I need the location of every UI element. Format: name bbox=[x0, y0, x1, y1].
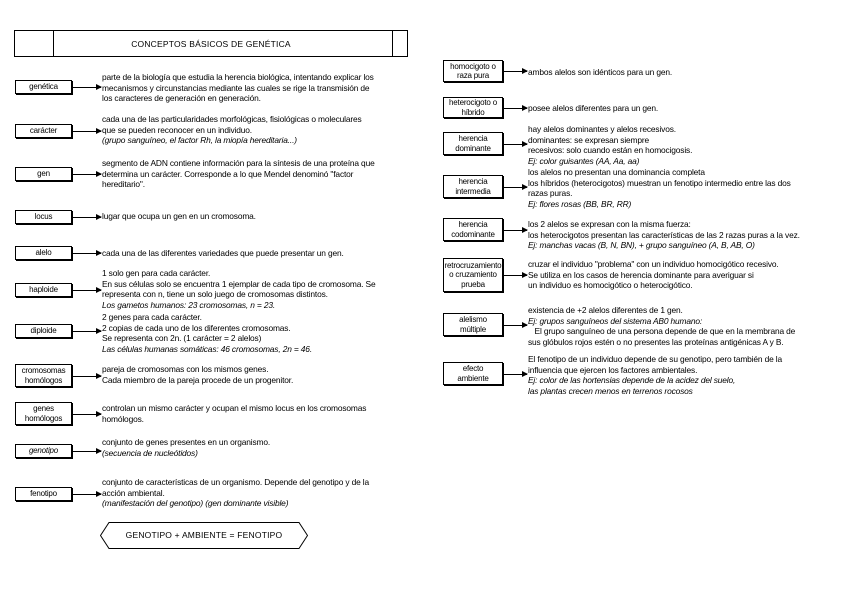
term-box-diploide bbox=[15, 324, 72, 338]
term-label: intermedia bbox=[455, 186, 491, 196]
term-box-genetica bbox=[15, 80, 72, 94]
term-label: codominante bbox=[451, 229, 495, 239]
definition-heterocigoto-o-hibrido bbox=[528, 103, 658, 114]
term-label: o cruzamiento bbox=[449, 270, 497, 280]
term-label: genética bbox=[29, 82, 58, 92]
definition-line: los heterocigotos presentan las características de las 2 razas puras a la vez. bbox=[528, 229, 800, 240]
term-label: diploide bbox=[30, 326, 57, 336]
definition-line: acción ambiental. bbox=[102, 487, 165, 498]
definition-haploide bbox=[102, 268, 376, 310]
term-label: híbrido bbox=[461, 107, 485, 117]
definition-line: segmento de ADN contiene información para la síntesis de una proteína que bbox=[102, 158, 375, 168]
definition-line: Ej: color guisantes (AA, Aa, aa) bbox=[528, 155, 640, 166]
term-label: heterocigoto o bbox=[449, 98, 497, 107]
term-label: homólogos bbox=[24, 375, 63, 385]
term-box-caracter bbox=[15, 124, 72, 138]
term-box-alelo bbox=[15, 246, 72, 260]
term-label: alelismo bbox=[459, 315, 487, 324]
term-box-retrocruzamiento-o-cruzamiento-prueba bbox=[443, 258, 503, 292]
definition-line: existencia de +2 alelos diferentes de 1 gen. bbox=[528, 305, 683, 315]
definition-herencia-dominante bbox=[528, 124, 692, 166]
arrow-icon bbox=[73, 451, 101, 452]
definition-line: lugar que ocupa un gen en un cromosoma. bbox=[102, 211, 256, 221]
formula-text: GENOTIPO + AMBIENTE = FENOTIPO bbox=[125, 530, 283, 540]
term-label: fenotipo bbox=[30, 489, 57, 499]
definition-line: posee alelos diferentes para un gen. bbox=[528, 103, 659, 113]
definition-line: los híbridos (heterocigotos) muestran un fenotipo intermedio entre las dos bbox=[528, 177, 791, 188]
term-label: carácter bbox=[29, 126, 58, 136]
banner-divider bbox=[392, 31, 393, 56]
definition-diploide bbox=[102, 312, 312, 354]
definition-line: cruzar el individuo "problema" con un individuo homocigótico recesivo. bbox=[528, 259, 779, 269]
term-label: raza pura bbox=[456, 71, 489, 80]
definition-line: Las células humanas somáticas: 46 cromosomas, 2n = 46. bbox=[102, 343, 312, 354]
definition-alelismo-multiple bbox=[528, 305, 795, 347]
definition-line: que se pueden reconocer en un individuo. bbox=[102, 124, 252, 135]
definition-line: los alelos no presentan una dominancia completa bbox=[528, 167, 705, 177]
definition-genetica bbox=[102, 72, 374, 104]
definition-line: sus glóbulos rojos estén o no presentes las proteínas antigénicas A y B. bbox=[528, 336, 784, 347]
term-label: herencia bbox=[458, 220, 488, 229]
term-box-heterocigoto-o-hibrido bbox=[443, 97, 503, 118]
definition-efecto-ambiente bbox=[528, 354, 782, 396]
definition-line: homólogos. bbox=[102, 413, 144, 424]
definition-line: recesivos: solo cuando están en homocigosis. bbox=[528, 145, 693, 156]
arrow-icon bbox=[73, 376, 101, 377]
definition-line: un individuo es homocigótico o heterocigótico. bbox=[528, 280, 693, 291]
term-label: haploide bbox=[29, 285, 58, 295]
term-label: homocigoto o bbox=[450, 61, 496, 71]
arrow-icon bbox=[73, 253, 101, 254]
term-label: prueba bbox=[461, 279, 485, 289]
definition-line: En sus células solo se encuentra 1 ejemplar de cada tipo de cromosoma. Se bbox=[102, 278, 376, 289]
definition-line: pareja de cromosomas con los mismos genes. bbox=[102, 364, 269, 374]
definition-line: cada una de las particularidades morfológicas, fisiológicas o moleculares bbox=[102, 114, 362, 124]
definition-line: conjunto de genes presentes en un organismo. bbox=[102, 437, 270, 447]
term-box-alelismo-multiple bbox=[443, 313, 503, 336]
definition-line: razas puras. bbox=[528, 188, 573, 199]
term-label: retrocruzamiento bbox=[444, 260, 502, 270]
definition-line: ambos alelos son idénticos para un gen. bbox=[528, 67, 673, 77]
definition-line: Ej: grupos sanguíneos del sistema AB0 humano: bbox=[528, 315, 703, 326]
arrow-icon bbox=[504, 374, 527, 375]
definition-caracter bbox=[102, 114, 362, 146]
arrow-icon bbox=[504, 108, 527, 109]
definition-line: las plantas crecen menos en terrenos rocosos bbox=[528, 385, 693, 396]
term-label: dominante bbox=[455, 143, 491, 153]
title-banner bbox=[14, 30, 408, 57]
term-box-herencia-codominante bbox=[443, 218, 503, 241]
term-box-gen bbox=[15, 167, 72, 181]
definition-line: Ej: manchas vacas (B, N, BN), + grupo sanguíneo (A, B, AB, O) bbox=[528, 240, 755, 251]
arrow-icon bbox=[504, 275, 527, 276]
definition-line: hay alelos dominantes y alelos recesivos. bbox=[528, 124, 676, 134]
definition-genes-homologos bbox=[102, 403, 366, 424]
definition-genotipo bbox=[102, 437, 270, 458]
term-box-haploide bbox=[15, 283, 72, 297]
term-label: efecto bbox=[462, 364, 484, 373]
definition-line: dominantes: se expresan siempre bbox=[528, 134, 650, 145]
term-box-genes-homologos bbox=[15, 402, 72, 425]
definition-line: (secuencia de nucleótidos) bbox=[102, 447, 198, 458]
term-label: múltiple bbox=[460, 324, 486, 334]
term-box-homocigoto-o-raza-pura bbox=[443, 60, 503, 82]
arrow-icon bbox=[504, 71, 527, 72]
arrow-icon bbox=[73, 87, 101, 88]
definition-homocigoto-o-raza-pura bbox=[528, 67, 672, 78]
term-box-cromosomas-homologos bbox=[15, 364, 72, 387]
definition-cromosomas-homologos bbox=[102, 364, 293, 385]
definition-line: (manifestación del genotipo) (gen dominante visible) bbox=[102, 498, 289, 509]
arrow-icon bbox=[73, 217, 101, 218]
term-label: herencia bbox=[458, 134, 488, 143]
definition-line: Cada miembro de la pareja procede de un progenitor. bbox=[102, 374, 294, 385]
arrow-icon bbox=[73, 131, 101, 132]
definition-line: los 2 alelos se expresan con la misma fuerza: bbox=[528, 219, 691, 229]
definition-line: determina un carácter. Corresponde a lo que Mendel denominó "factor bbox=[102, 168, 354, 179]
definition-line: hereditario". bbox=[102, 179, 145, 190]
definition-line: Se representa con 2n. (1 carácter = 2 alelos) bbox=[102, 333, 262, 344]
definition-line: parte de la biología que estudia la herencia biológica, intentando explicar los bbox=[102, 72, 374, 82]
arrow-icon bbox=[73, 494, 101, 495]
term-label: ambiente bbox=[457, 373, 489, 383]
definition-line: influencia que ejercen los factores ambientales. bbox=[528, 364, 698, 375]
definition-line: 2 copias de cada uno de los diferentes cromosomas. bbox=[102, 322, 291, 333]
definition-line: Se utiliza en los casos de herencia dominante para averiguar si bbox=[528, 269, 754, 280]
definition-line: representa con n, tiene un solo juego de cromosomas distintos. bbox=[102, 289, 328, 300]
arrow-icon bbox=[504, 230, 527, 231]
definition-fenotipo bbox=[102, 477, 369, 509]
arrow-icon bbox=[73, 290, 101, 291]
definition-line: El grupo sanguíneo de una persona depende de que en la membrana de bbox=[528, 326, 796, 337]
definition-line: los caracteres de generación en generación. bbox=[102, 93, 261, 104]
definition-line: controlan un mismo carácter y ocupan el mismo locus en los cromosomas bbox=[102, 403, 367, 413]
arrow-icon bbox=[73, 331, 101, 332]
term-box-herencia-dominante bbox=[443, 132, 503, 155]
term-label: alelo bbox=[35, 248, 52, 258]
definition-line: El fenotipo de un individuo depende de su genotipo, pero también de la bbox=[528, 354, 782, 364]
definition-gen bbox=[102, 158, 375, 190]
term-label: gen bbox=[37, 169, 50, 179]
arrow-icon bbox=[73, 414, 101, 415]
arrow-icon bbox=[73, 174, 101, 175]
term-label: cromosomas bbox=[21, 366, 66, 375]
arrow-icon bbox=[504, 187, 527, 188]
term-label: genes bbox=[33, 404, 54, 413]
definition-line: 2 genes para cada carácter. bbox=[102, 312, 202, 322]
definition-retrocruzamiento-o-cruzamiento-prueba bbox=[528, 259, 779, 291]
term-box-locus bbox=[15, 210, 72, 224]
definition-herencia-intermedia bbox=[528, 167, 791, 209]
definition-line: conjunto de características de un organismo. Depende del genotipo y de la bbox=[102, 477, 369, 487]
arrow-icon bbox=[504, 144, 527, 145]
definition-herencia-codominante bbox=[528, 219, 800, 251]
term-label: herencia bbox=[458, 177, 488, 186]
term-label: genotipo bbox=[28, 446, 59, 456]
definition-line: 1 solo gen para cada carácter. bbox=[102, 268, 211, 278]
definition-alelo bbox=[102, 248, 344, 259]
definition-line: Los gametos humanos: 23 cromosomas, n = 23. bbox=[102, 299, 276, 310]
definition-locus bbox=[102, 211, 256, 222]
definition-line: mecanismos y circunstancias mediante las cuales se rige la transmisión de bbox=[102, 82, 370, 93]
definition-line: (grupo sanguíneo, el factor Rh, la miopía hereditaria...) bbox=[102, 135, 297, 146]
term-box-fenotipo bbox=[15, 487, 72, 501]
definition-line: cada una de las diferentes variedades que puede presentar un gen. bbox=[102, 248, 344, 258]
term-label: homólogos bbox=[24, 413, 63, 423]
term-box-herencia-intermedia bbox=[443, 175, 503, 198]
definition-line: Ej: flores rosas (BB, BR, RR) bbox=[528, 198, 632, 209]
arrow-icon bbox=[504, 325, 527, 326]
term-label: locus bbox=[34, 212, 53, 222]
page-title: CONCEPTOS BÁSICOS DE GENÉTICA bbox=[131, 39, 291, 49]
definition-line: Ej: color de las hortensias depende de la acidez del suelo, bbox=[528, 375, 736, 386]
term-box-genotipo bbox=[15, 444, 72, 458]
formula-banner bbox=[100, 522, 308, 549]
term-box-efecto-ambiente bbox=[443, 362, 503, 385]
